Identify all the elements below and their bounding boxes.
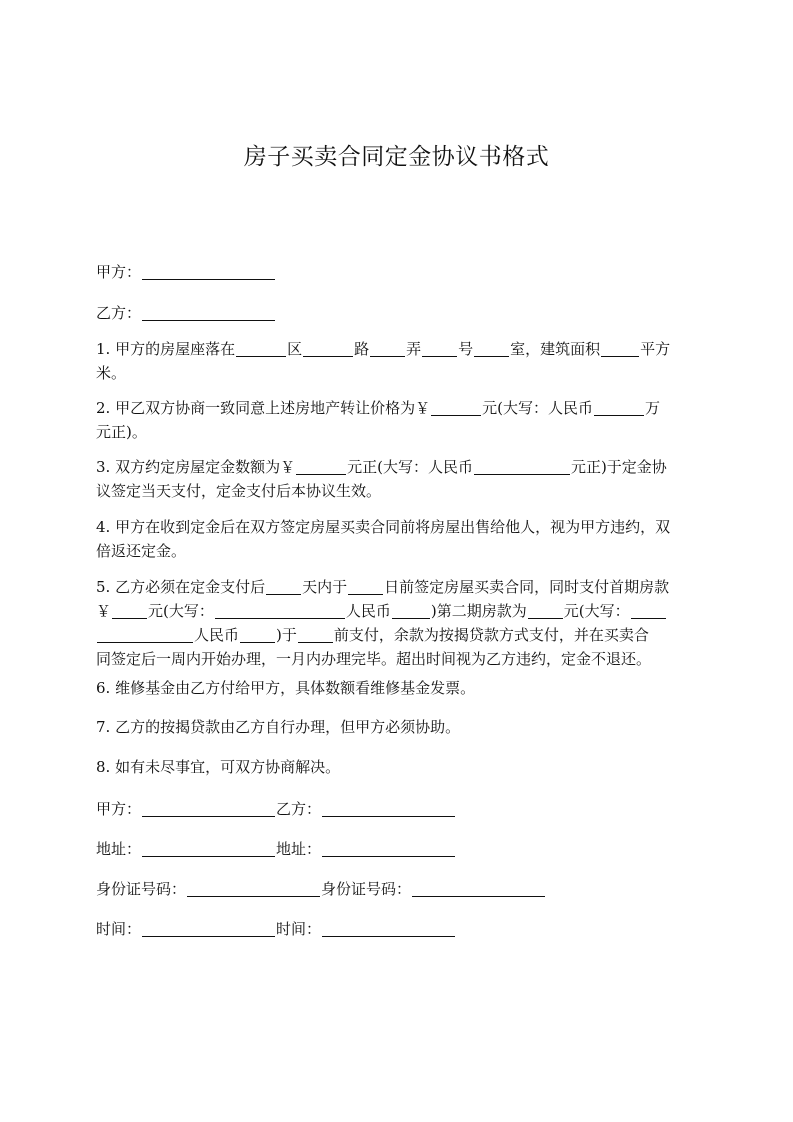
clause-3-words: 元正(大写：人民币 [347,458,473,476]
clause-2 [96,396,707,444]
clause-5-contract: 日前签定房屋买卖合同，同时支付首期房款 [384,578,670,596]
room-blank [474,340,509,357]
clause-5-rmb-1: 人民币 [345,602,391,620]
second-rmb-blank [240,626,275,643]
second-words-blank-a [631,602,666,619]
sig-id-b-label: 身份证号码： [321,880,412,898]
days-blank [266,578,301,595]
clause-6: 6. 维修基金由乙方付给甲方，具体数额看维修基金发票。 [96,679,476,697]
lane-blank [370,340,405,357]
sig-time-a-label: 时间： [96,920,142,938]
area-blank [601,340,639,357]
sig-party-a-blank [142,800,275,817]
clause-1-unit: 平方 [640,340,671,358]
clause-5-rmb-2: 人民币 [194,626,240,644]
sig-time-b-label: 时间： [276,920,322,938]
first-words-blank [215,602,345,619]
party-b-blank [142,304,275,321]
number-blank [422,340,457,357]
clause-4-text: 4. 甲方在收到定金后在双方签定房屋买卖合同前将房屋出售给他人，视为甲方违约，双 [96,518,671,536]
clause-2-text: 2. 甲乙双方协商一致同意上述房地产转让价格为￥ [96,399,431,417]
sig-party-b-label: 乙方： [276,800,322,818]
sig-address-b-blank [322,840,455,857]
first-payment-blank [112,602,147,619]
document-title: 房子买卖合同定金协议书格式 [243,144,550,170]
second-words-blank-b [97,626,193,643]
first-rmb-blank [392,602,430,619]
clause-5-second: )第二期房款为 [430,602,527,620]
clause-1-district: 区 [287,340,303,358]
deposit-words-blank [474,458,570,475]
clause-1-road: 路 [354,340,370,358]
price-words-blank [594,399,644,416]
party-a-blank [142,263,275,280]
clause-3-text: 3. 双方约定房屋定金数额为￥ [96,458,296,476]
clause-2-end: 元正)。 [96,423,147,441]
sig-address-a-blank [142,840,275,857]
clause-5 [96,575,707,671]
clause-5-text: 5. 乙方必须在定金支付后 [96,578,266,596]
party-a-line [96,261,707,283]
clause-7: 7. 乙方的按揭贷款由乙方自行办理，但甲方必须协助。 [96,718,461,736]
sig-id-a-blank [187,880,320,897]
clause-5-end: 同签定后一周内开始办理，一月内办理完毕。超出时间视为乙方违约，定金不退还。 [96,650,652,668]
second-date-blank [298,626,333,643]
clause-5-mortgage: 前支付，余款为按揭贷款方式支付，并在买卖合 [333,626,649,644]
sig-id-b-blank [412,880,545,897]
party-a-label: 甲方： [96,263,142,281]
clause-1-text: 1. 甲方的房屋座落在 [96,340,236,358]
sig-party-b-blank [322,800,455,817]
clause-2-wan: 万 [644,399,660,417]
clause-5-words-2: 元(大写： [563,602,630,620]
sig-address-b-label: 地址： [276,840,322,858]
clause-2-words: 元(大写：人民币 [482,399,593,417]
sig-id-a-label: 身份证号码： [96,880,187,898]
clause-3-rest: 元正)于定金协 [570,458,667,476]
clause-1 [96,337,707,385]
date-blank [348,578,383,595]
clause-1-lane: 弄 [406,340,422,358]
clause-5-yen: ￥ [96,602,112,620]
party-b-label: 乙方： [96,304,142,322]
road-blank [303,340,353,357]
signature-time-line [96,918,707,940]
sig-address-a-label: 地址： [96,840,142,858]
sig-party-a-label: 甲方： [96,800,142,818]
district-blank [236,340,286,357]
second-payment-blank [528,602,563,619]
clause-5-days: 天内于 [302,578,348,596]
clause-5-words-1: 元(大写： [148,602,214,620]
clause-3-end: 议签定当天支付，定金支付后本协议生效。 [96,482,382,500]
signature-id-line [96,878,707,900]
party-b-line [96,302,707,324]
price-blank [431,399,481,416]
sig-time-b-blank [322,920,455,937]
clause-4-end: 倍返还定金。 [96,542,187,560]
clause-1-end: 米。 [96,364,127,382]
clause-1-area: 室，建筑面积 [510,340,601,358]
clause-5-at: )于 [276,626,297,644]
signature-address-line [96,838,707,860]
signature-party-line [96,798,707,820]
clause-3 [96,455,707,503]
clause-4 [96,515,707,563]
deposit-blank [296,458,346,475]
clause-8: 8. 如有未尽事宜，可双方协商解决。 [96,758,341,776]
sig-time-a-blank [142,920,275,937]
clause-1-number: 号 [458,340,474,358]
